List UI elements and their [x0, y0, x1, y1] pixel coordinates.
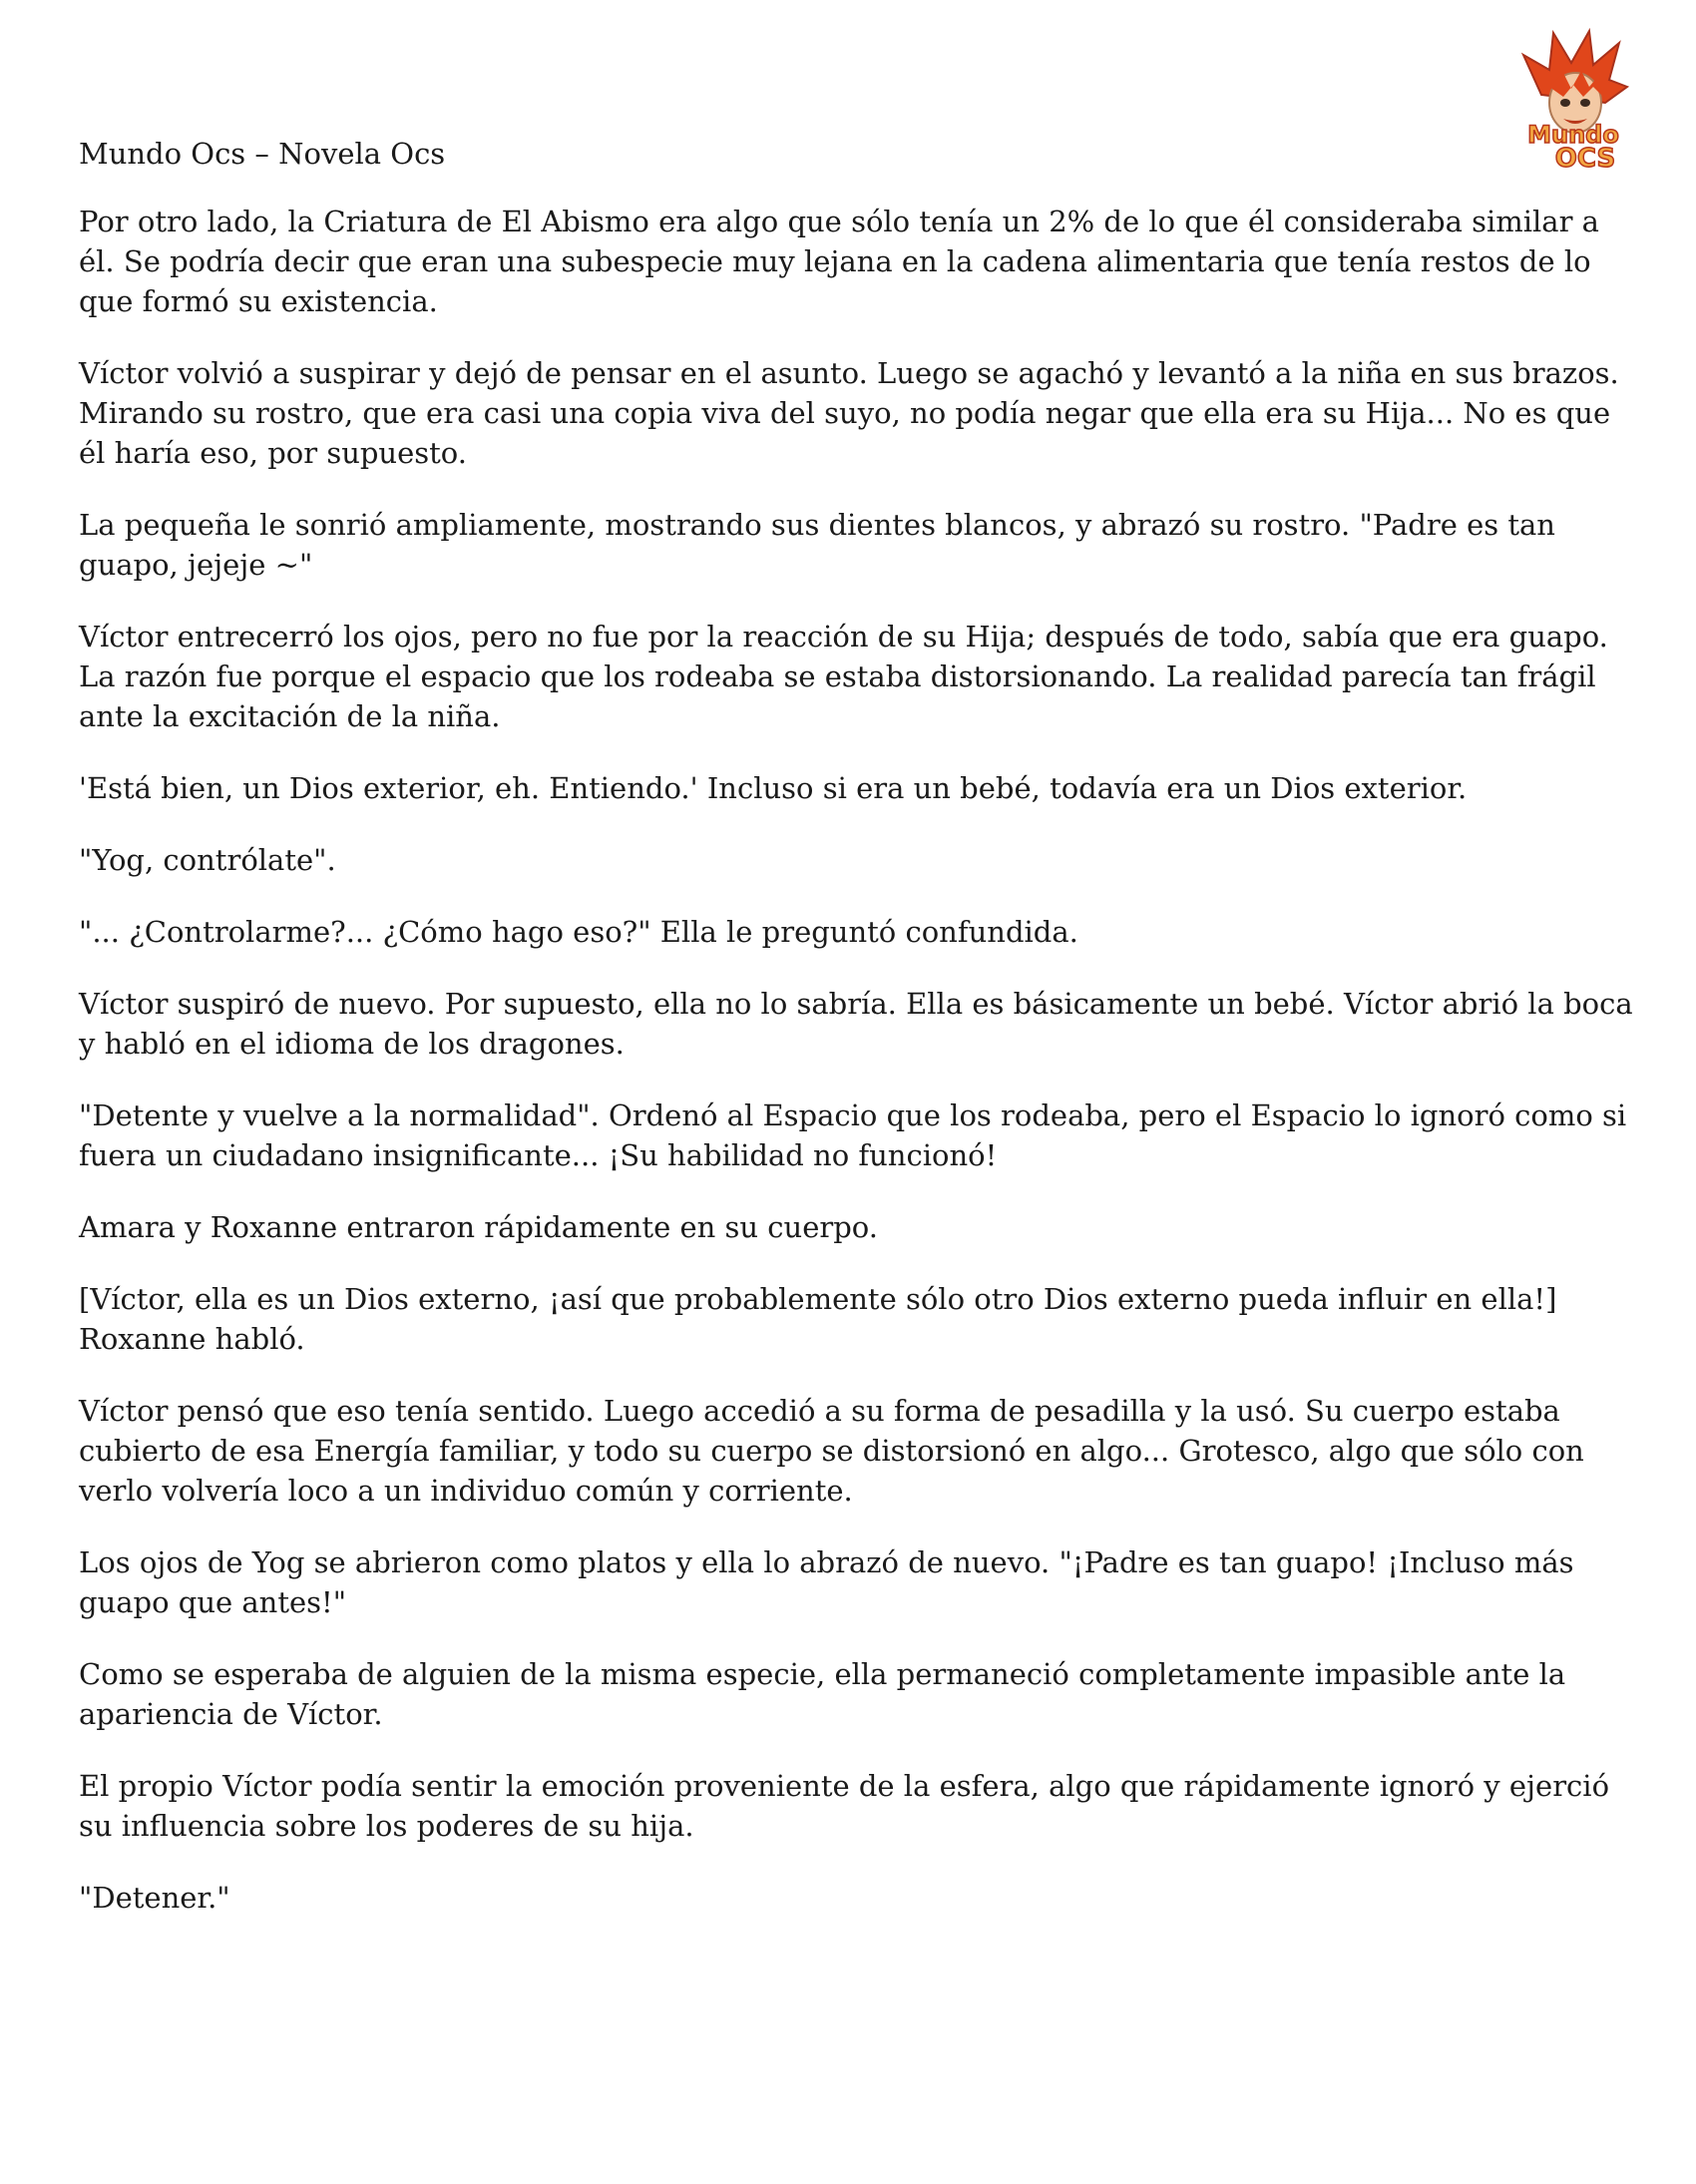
paragraph: "Detener.": [79, 1881, 230, 1915]
paragraph: "... ¿Controlarme?... ¿Cómo hago eso?" Ella le preguntó confundida.: [79, 915, 1078, 949]
paragraph: Como se esperaba de alguien de la misma especie, ella permaneció completamente impasible ante la apariencia de Víctor.: [79, 1657, 1566, 1731]
paragraph: Víctor volvió a suspirar y dejó de pensar en el asunto. Luego se agachó y levantó a la niña en sus brazos. Mirando su rostro, que era casi una copia viva del suyo, no podía negar que ella era su Hija... No es que él haría eso, por supuesto.: [79, 356, 1619, 470]
paragraph: Amara y Roxanne entraron rápidamente en su cuerpo.: [79, 1210, 878, 1244]
paragraph: Víctor entrecerró los ojos, pero no fue por la reacción de su Hija; después de todo, sabía que era guapo. La razón fue porque el espacio que los rodeaba se estaba distorsionando. La realidad parecía tan frágil ante la excitación de la niña.: [79, 620, 1608, 733]
paragraph: Los ojos de Yog se abrieron como platos y ella lo abrazó de nuevo. "¡Padre es tan guapo! ¡Incluso más guapo que antes!": [79, 1545, 1574, 1619]
paragraph: Por otro lado, la Criatura de El Abismo era algo que sólo tenía un 2% de lo que él consideraba similar a él. Se podría decir que eran una subespecie muy lejana en la cadena alimentaria que tenía restos de lo que formó su existencia.: [79, 205, 1599, 318]
paragraph: "Yog, contrólate".: [79, 843, 336, 877]
paragraph: La pequeña le sonrió ampliamente, mostrando sus dientes blancos, y abrazó su rostro. "Padre es tan guapo, jejeje ~": [79, 508, 1555, 582]
paragraph: 'Está bien, un Dios exterior, eh. Entiendo.' Incluso si era un bebé, todavía era un Dios exterior.: [79, 771, 1468, 805]
paragraph: El propio Víctor podía sentir la emoción proveniente de la esfera, algo que rápidamente ignoró y ejerció su influencia sobre los poderes de su hija.: [79, 1769, 1610, 1843]
paragraph: Víctor suspiró de nuevo. Por supuesto, ella no lo sabría. Ella es básicamente un bebé. Víctor abrió la boca y habló en el idioma de los dragones.: [79, 987, 1633, 1061]
paragraph: Víctor pensó que eso tenía sentido. Luego accedió a su forma de pesadilla y la usó. Su cuerpo estaba cubierto de esa Energía familiar, y todo su cuerpo se distorsionó en algo... Grotesco, algo que sólo con verlo volvería loco a un individuo común y corriente.: [79, 1394, 1584, 1508]
logo-text-bottom: OCS: [1554, 144, 1616, 173]
document-body: [79, 202, 1635, 1950]
paragraph: [Víctor, ella es un Dios externo, ¡así que probablemente sólo otro Dios externo pueda influir en ella!] Roxanne habló.: [79, 1282, 1557, 1356]
page-header: Mundo Ocs – Novela Ocs: [79, 137, 446, 171]
mundo-ocs-logo-icon: [1501, 25, 1646, 173]
logo-text-top: Mundo: [1527, 121, 1619, 149]
paragraph: "Detente y vuelve a la normalidad". Ordenó al Espacio que los rodeaba, pero el Espacio lo ignoró como si fuera un ciudadano insignificante... ¡Su habilidad no funcionó!: [79, 1098, 1627, 1172]
